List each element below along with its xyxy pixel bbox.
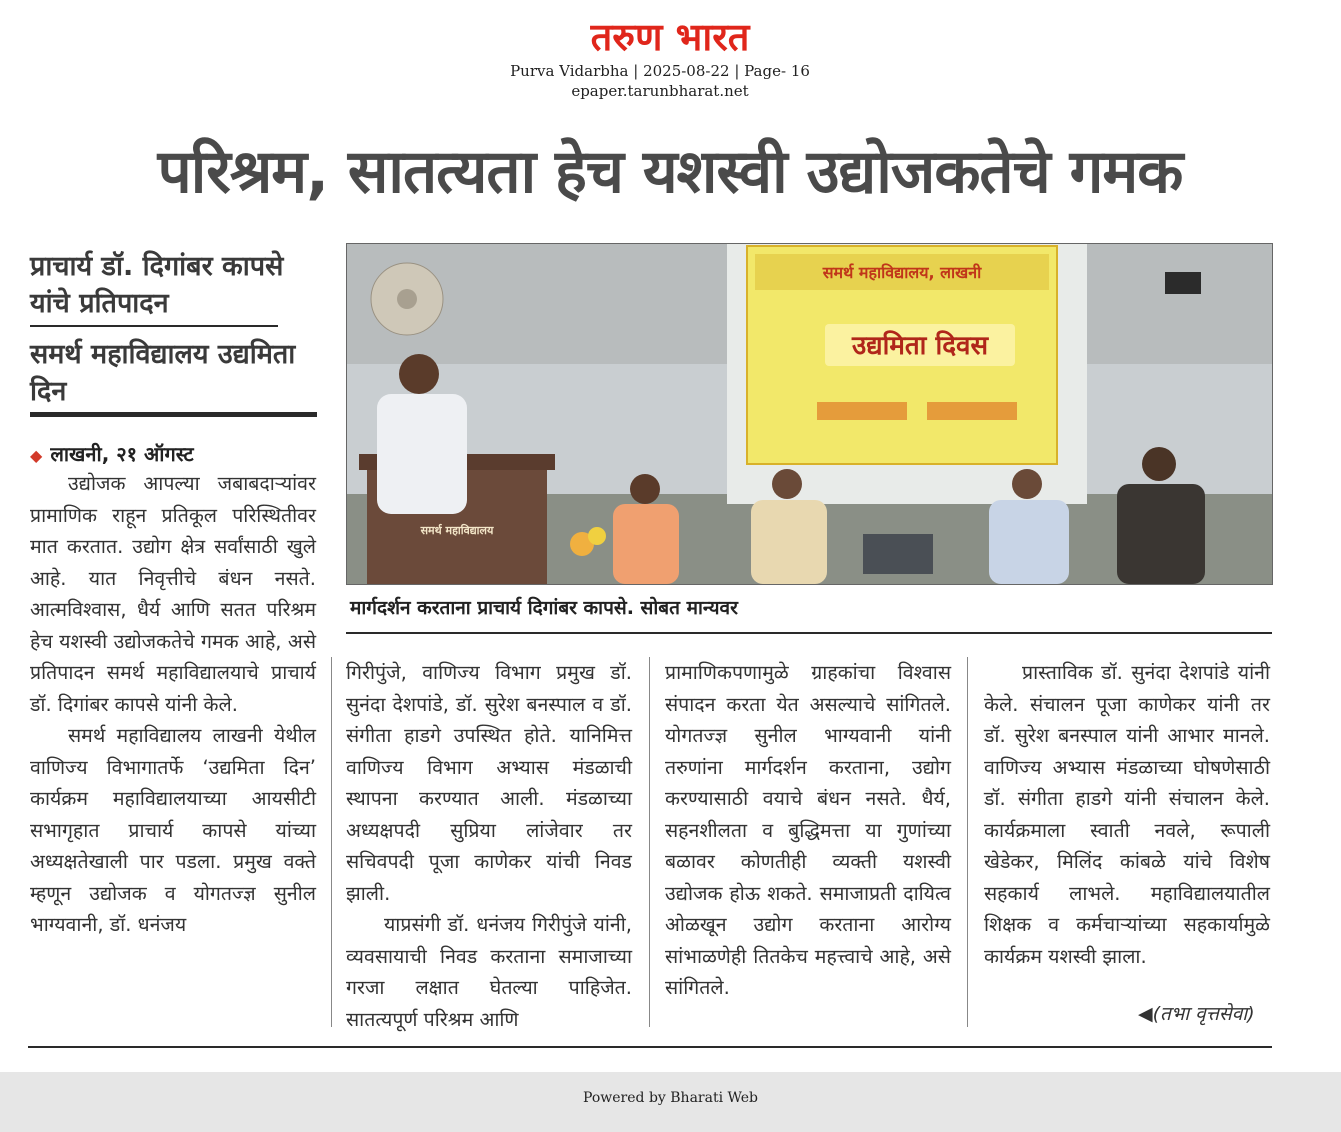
subhead-secondary: समर्थ महाविद्यालय उद्यमिता दिन (30, 339, 296, 407)
triangle-icon: ◀ (1138, 1003, 1153, 1025)
footer-bar (0, 1072, 1341, 1132)
photo-caption: मार्गदर्शन करताना प्राचार्य दिगांबर कापसे. सोबत मान्यवर (350, 597, 738, 619)
col3-para-1: प्रामाणिकपणामुळे ग्राहकांचा विश्वास संपादन करता येत असल्याचे सांगितले. योगतज्ज्ञ सुनील भाग्यवानी यांनी तरुणांना मार्गदर्शन करताना, उद्योग करण्यासाठी वयाचे बंधन नसते. धैर्य, सहनशीलता व बुद्धिमत्ता या गुणांच्या बळावर कोणतीही व्यक्ती यशस्वी उद्योजक होऊ शकते. समाजाप्रती दायित्व ओळखून उद्योग करताना आरोग्य सांभाळणेही तितकेच महत्त्वाचे आहे, असे सांगितले. (665, 661, 951, 999)
article-column-4 (984, 657, 1270, 972)
article-headline: परिश्रम, सातत्यता हेच यशस्वी उद्योजकतेचे गमक (157, 137, 1183, 207)
column-divider (331, 657, 332, 1027)
event-photo-illustration (347, 244, 1272, 584)
masthead-logo (520, 14, 820, 60)
caption-rule (346, 632, 1272, 634)
column-divider (649, 657, 650, 1027)
article-column-2 (346, 657, 632, 1035)
article-photo (346, 243, 1273, 585)
col2-para-2: याप्रसंगी डॉ. धनंजय गिरीपुंजे यांनी, व्यवसायाची निवड करताना समाजाच्या गरजा लक्षात घेतल्या पाहिजेत. सातत्यपूर्ण परिश्रम आणि (346, 913, 632, 1031)
edition-line: Purva Vidarbha | 2025-08-22 | Page- 16 (510, 62, 810, 80)
article-bottom-rule (28, 1046, 1272, 1048)
logo-text: तरुण भारत (590, 15, 750, 59)
col1-para-2: समर्थ महाविद्यालय लाखनी येथील वाणिज्य विभागातर्फे ‘उद्यमिता दिन’ कार्यक्रम महाविद्यालयाच्या आयसीटी सभागृहात प्राचार्य कापसे यांच्या अध्यक्षतेखाली पार पडला. प्रमुख वक्ते म्हणून उद्योजक व योगतज्ज्ञ सुनील भाग्यवानी, डॉ. धनंजय (30, 724, 316, 936)
credit-text: (तभा वृत्तसेवा) (1152, 1003, 1255, 1025)
dateline-text: लाखनी, २१ ऑगस्ट (50, 442, 194, 466)
banner-main: उद्यमिता दिवस (851, 331, 989, 361)
footer-powered-by[interactable]: Powered by Bharati Web (583, 1090, 758, 1106)
diamond-bullet-icon: ◆ (30, 446, 43, 465)
column-divider (967, 657, 968, 1027)
col4-para-1: प्रास्ताविक डॉ. सुनंदा देशपांडे यांनी केले. संचालन पूजा काणेकर यांनी तर डॉ. सुरेश बनस्पाल यांनी आभार मानले. वाणिज्य अभ्यास मंडळाच्या घोषणेसाठी डॉ. संगीता हाडगे यांनी संचालन केले. कार्यक्रमाला स्वाती नवले, रूपाली खेडेकर, मिलिंद कांबळे यांचे विशेष सहकार्य लाभले. महाविद्यालयातील शिक्षक व कर्मचाऱ्यांच्या सहकार्यामुळे कार्यक्रम यशस्वी झाला. (984, 661, 1270, 968)
subhead-bottom-rule (30, 412, 317, 417)
article-credit (1138, 1000, 1255, 1026)
col2-para-1: गिरीपुंजे, वाणिज्य विभाग प्रमुख डॉ. सुनंदा देशपांडे, डॉ. सुरेश बनस्पाल व डॉ. संगीता हाडगे उपस्थित होते. यानिमित्त वाणिज्य विभाग अभ्यास मंडळाची स्थापना करण्यात आली. मंडळाच्या अध्यक्षपदी सुप्रिया लांजेवार तर सचिवपदी पूजा काणेकर यांची निवड झाली. (346, 661, 632, 905)
podium-label: समर्थ महाविद्यालय (420, 524, 494, 537)
epaper-url[interactable]: epaper.tarunbharat.net (571, 82, 749, 100)
banner-title: समर्थ महाविद्यालय, लाखनी (822, 263, 982, 282)
subhead-divider (30, 325, 278, 327)
article-column-1 (30, 468, 316, 941)
article-column-3 (665, 657, 951, 1004)
col1-para-1: उद्योजक आपल्या जबाबदाऱ्यांवर प्रामाणिक राहून प्रतिकूल परिस्थितीवर मात करतात. उद्योग क्षेत्र सर्वांसाठी खुले आहे. यात निवृत्तीचे बंधन नसते. आत्मविश्वास, धैर्य आणि सतत परिश्रम हेच यशस्वी उद्योजकतेचे गमक आहे, असे प्रतिपादन समर्थ महाविद्यालयाचे प्राचार्य डॉ. दिगांबर कापसे यांनी केले. (30, 472, 316, 716)
dateline (30, 440, 194, 467)
subhead-primary: प्राचार्य डॉ. दिगांबर कापसे यांचे प्रतिपादन (30, 251, 284, 319)
